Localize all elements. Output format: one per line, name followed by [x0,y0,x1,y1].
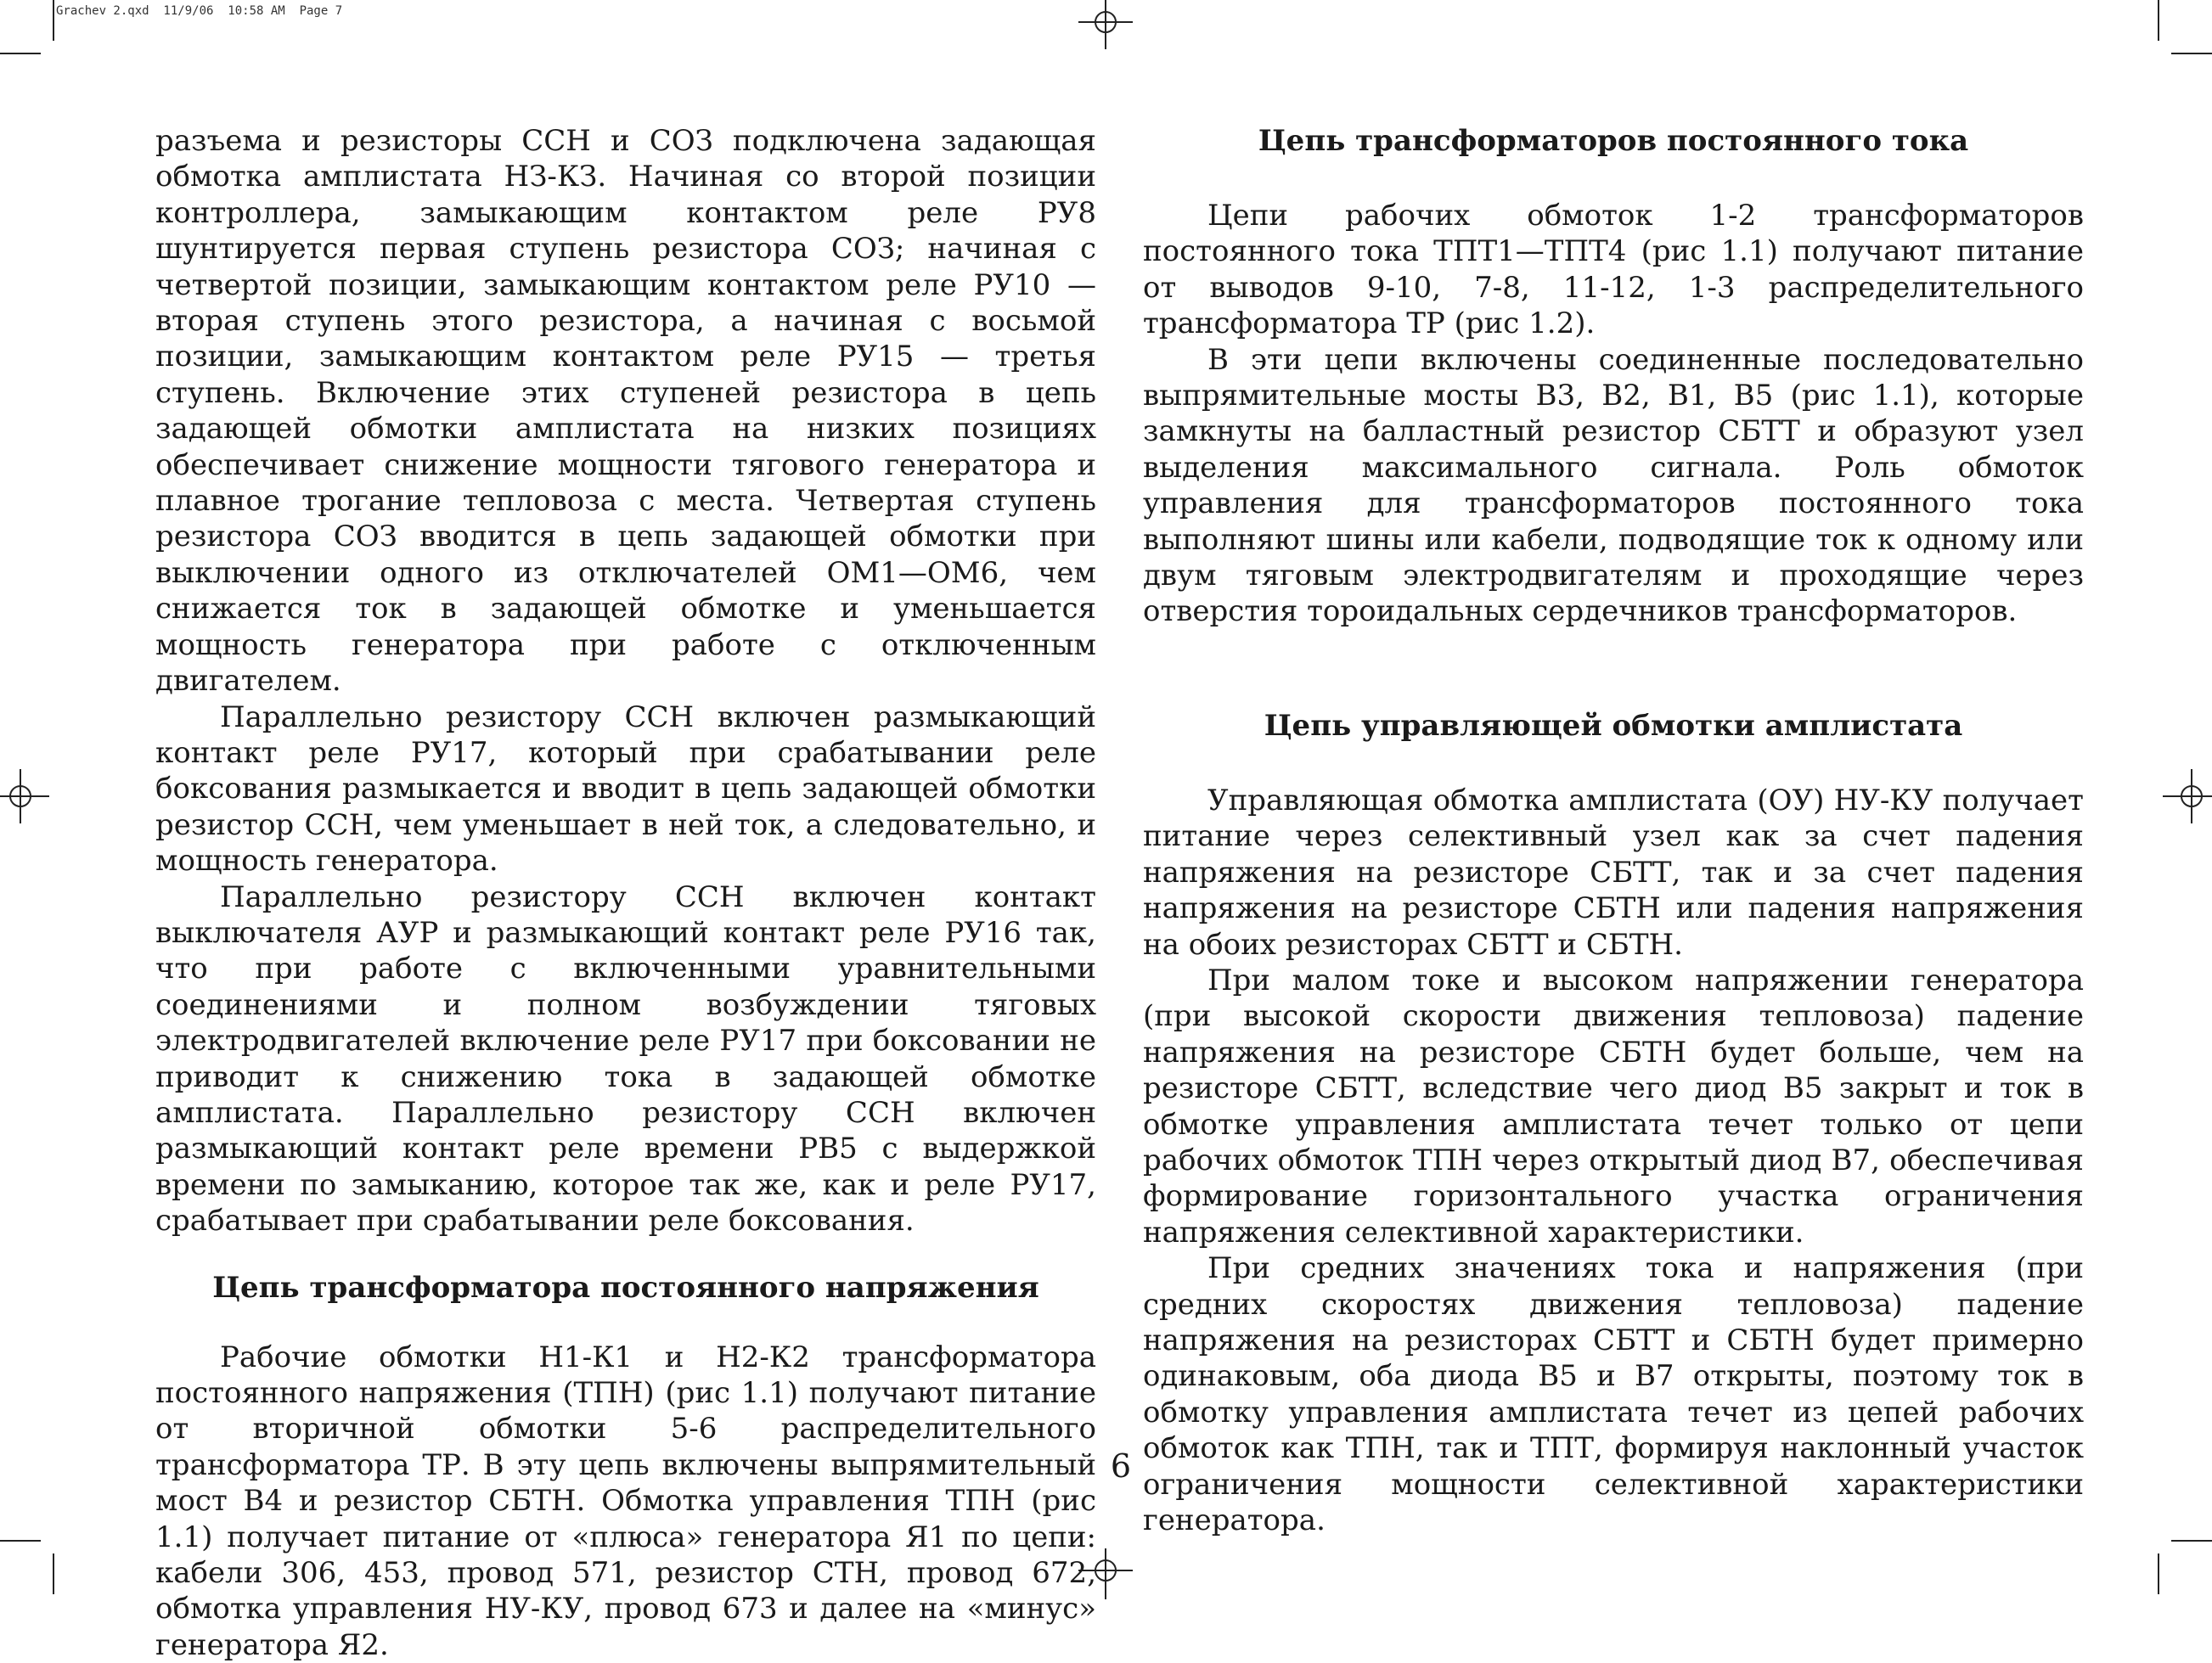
crop-mark-top-left-v [53,0,54,41]
paragraph: Рабочие обмотки Н1-К1 и Н2-К2 трансформатора постоянного напряжения (ТПН) (рис 1.1) получают питание от вторичной обмотки 5-6 распределительного трансформатора ТР. В эту цепь включены выпрямительный мост В4 и резистор СБТН. Обмотка управления ТПН (рис 1.1) получает питание от «плюса» генератора Я1 по цепи: кабели 306, 453, провод 571, резистор СТН, провод 672, обмотка управления НУ-КУ, провод 673 и далее на «минус» генератора Я2. [155,1340,1096,1662]
paragraph: При средних значениях тока и напряжения (при средних скоростях движения тепловоза) падение напряжения на резисторах СБТТ и СБТН будет примерно одинаковым, оба диода В5 и В7 открыты, поэтому ток в обмотку управления амплистата течет из цепей рабочих обмоток как ТПН, так и ТПТ, формируя наклонный участок ограничения мощности селективной характеристики генератора. [1143,1251,2084,1537]
left-column [155,123,1096,1663]
crop-mark-bottom-left-h [0,1540,41,1542]
right-column [1143,123,2084,1538]
section-heading: Цепь трансформаторов постоянного тока [1258,124,1969,158]
section-heading: Цепь управляющей обмотки амплистата [1264,708,1963,743]
page-number: 6 [1110,1447,1132,1485]
print-slug: Grachev 2.qxd 11/9/06 10:58 AM Page 7 [56,4,343,18]
registration-mark-top-icon [1078,0,1133,54]
paragraph: При малом токе и высоком напряжении генератора (при высокой скорости движения тепловоза) падение напряжения на резисторе СБТН будет больше, чем на резисторе СБТТ, вследствие чего диод В5 закрыт и ток в обмотке управления амплистата течет только от цепи рабочих обмоток ТПН через открытый диод В7, обеспечивая формирование горизонтального участка ограничения напряжения селективной характеристики. [1143,963,2084,1250]
paragraph: Управляющая обмотка амплистата (ОУ) НУ-КУ получает питание через селективный узел как за счет падения напряжения на резисторе СБТТ, так и за счет падения напряжения на резисторе СБТН или падения напряжения на обоих резисторах СБТТ и СБТН. [1143,783,2084,962]
paragraph: Параллельно резистору ССН включен размыкающий контакт реле РУ17, который при срабатывании реле боксования размыкается и вводит в цепь задающей обмотки резистор ССН, чем уменьшает в ней ток, а следовательно, и мощность генератора. [155,699,1096,879]
paragraph: В эти цепи включены соединенные последовательно выпрямительные мосты В3, В2, В1, В5 (рис 1.1), которые замкнуты на балластный резистор СБТТ и образуют узел выделения максимального сигнала. Роль обмоток управления для трансформаторов постоянного тока выполняют шины или кабели, подводящие ток к одному или двум тяговым электродвигателям и проходящие через отверстия тороидальных сердечников трансформаторов. [1143,342,2084,629]
registration-mark-right-icon [2158,769,2212,823]
crop-mark-bottom-left-v [53,1553,54,1594]
crop-mark-bottom-right-h [2171,1540,2212,1542]
section-heading: Цепь трансформатора постоянного напряжения [212,1270,1039,1305]
crop-mark-bottom-right-v [2158,1553,2159,1594]
crop-mark-top-right-h [2171,53,2212,54]
registration-mark-left-icon [0,769,54,823]
crop-mark-top-right-v [2158,0,2159,41]
crop-mark-top-left-h [0,53,41,54]
paragraph: Цепи рабочих обмоток 1-2 трансформаторов постоянного тока ТПТ1—ТПТ4 (рис 1.1) получают питание от выводов 9-10, 7-8, 11-12, 1-3 распределительного трансформатора ТР (рис 1.2). [1143,199,2084,341]
paragraph: Параллельно резистору ССН включен контакт выключателя АУР и размыкающий контакт реле РУ16 так, что при работе с включенными уравнительными соединениями и полном возбуждении тяговых электродвигателей включение реле РУ17 при боксовании не приводит к снижению тока в задающей обмотке амплистата. Параллельно резистору ССН включен размыкающий контакт реле времени РВ5 с выдержкой времени по замыканию, которое так же, как и реле РУ17, срабатывает при срабатывании реле боксования. [155,879,1096,1239]
paragraph: разъема и резисторы ССН и СОЗ подключена задающая обмотка амплистата НЗ-КЗ. Начиная со второй позиции контроллера, замыкающим контактом реле РУ8 шунтируется первая ступень резистора СОЗ; начиная с четвертой позиции, замыкающим контактом реле РУ10 — вторая ступень этого резистора, а начиная с восьмой позиции, замыкающим контактом реле РУ15 — третья ступень. Включение этих ступеней резистора в цепь задающей обмотки амплистата на низких позициях обеспечивает снижение мощности тягового генератора и плавное трогание тепловоза с места. Четвертая ступень резистора СОЗ вводится в цепь задающей обмотки при выключении одного из отключателей ОМ1—ОМ6, чем снижается ток в задающей обмотке и уменьшается мощность генератора при работе с отключенным двигателем. [155,124,1096,699]
